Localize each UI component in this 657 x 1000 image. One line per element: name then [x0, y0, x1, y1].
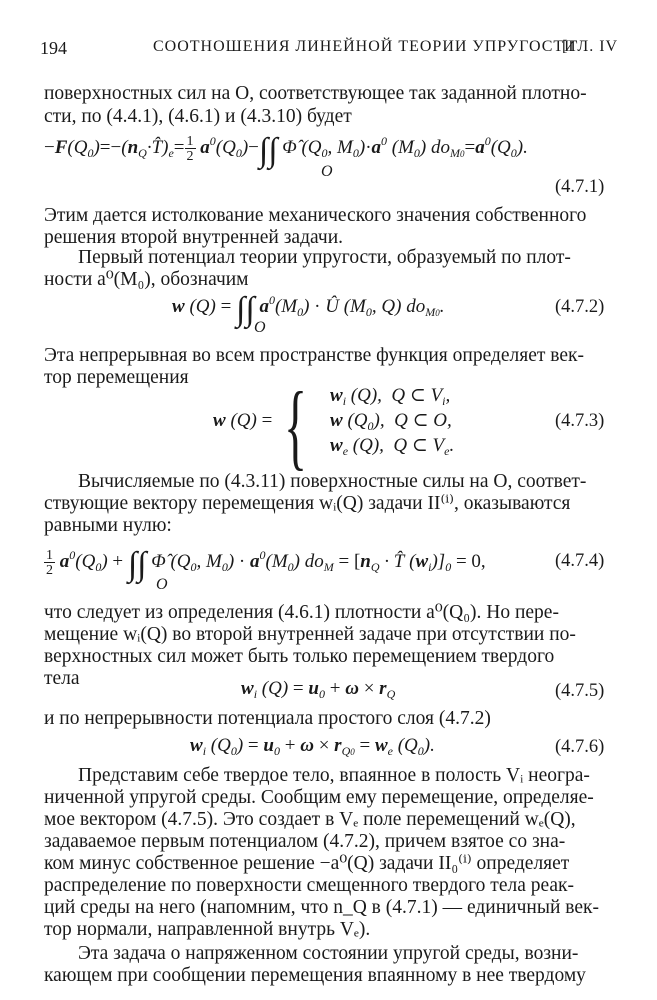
equation-4-7-1: $-F(Q_0)=-(n_Q\cdot T̂)_e= 1$ 2 $a^0(Q_0)-\int\int$ Φ̂ ($Q_0$, $M_0)\cdot a^0$ $(M_0)$ $do_{M0}=a^0(Q_0)$.	[44, 132, 528, 169]
chapter-label: [ГЛ. IV	[562, 38, 619, 55]
p3-line-2: ности a⁰(M₀), обозначим	[44, 269, 249, 290]
page-number: 194	[40, 38, 67, 58]
eq-4-7-6-label: (4.7.6)	[555, 737, 605, 757]
equation-4-7-5: $w_i$ $(Q) = u_0 + \omega \times r_Q$	[241, 678, 396, 701]
p8-line-1: Представим себе твердое тело, впаянное в полость Vᵢ неогра-	[78, 765, 590, 786]
equation-4-7-6: $w_i$ $(Q_0) = u_0 + \omega \times r_{Q0} = w_e$ $(Q_0)$.	[190, 735, 435, 758]
p3-line-1: Первый потенциал теории упругости, образуемый по плот-	[78, 247, 571, 268]
p8-line-7: ций среды на него (напомним, что n_Q в (4.7.1) — единичный век-	[44, 897, 599, 918]
eq-4-7-4-label: (4.7.4)	[555, 551, 605, 571]
p5-line-2: ствующие вектору перемещения wᵢ(Q) задачи II⁽ⁱ⁾, оказываются	[44, 493, 571, 514]
equation-4-7-2: w (Q) = ∫∫ $a^0(M_0)$ · Û ($M_0$, Q) $do_{M0}$.	[172, 291, 445, 328]
p9-line-2: кающем при сообщении перемещения впаянному в нее твердому	[44, 965, 586, 986]
p1-line-2: сти, по (4.4.1), (4.6.1) и (4.3.10) будет	[44, 106, 352, 127]
equation-4-7-3: w (Q) =	[213, 410, 273, 431]
running-title: СООТНОШЕНИЯ ЛИНЕЙНОЙ ТЕОРИИ УПРУГОСТИ	[153, 38, 577, 55]
p8-line-6: распределение по поверхности смещенного твердого тела реак-	[44, 875, 575, 896]
p6-line-1: что следует из определения (4.6.1) плотности a⁰(Q₀). Но пере-	[44, 602, 559, 623]
p1-line-1: поверхностных сил на O, соответствующее так заданной плотно-	[44, 83, 587, 104]
p8-line-8: тор нормали, направленной внутрь Vₑ).	[44, 919, 371, 940]
p8-line-4: задаваемое первым потенциалом (4.7.2), причем взятое со зна-	[44, 831, 566, 852]
eq-4-7-1-label: (4.7.1)	[555, 177, 605, 197]
p2-line-2: решения второй внутренней задачи.	[44, 227, 344, 248]
equation-4-7-4: 1 2 $a^0(Q_0)$ + ∫∫ Φ̂ ($Q_0$, $M_0) \cdot a^0(M_0)$ $do_M = [n_Q$ · T̂ $(w_i)]_0 = 0$,	[46, 546, 486, 583]
eq-4-7-2-label: (4.7.2)	[555, 297, 605, 317]
p8-line-5: ком минус собственное решение −a⁰(Q) задачи II₀⁽ⁱ⁾ определяет	[44, 853, 570, 874]
p9-line-1: Эта задача о напряженном состоянии упругой среды, возни-	[78, 943, 579, 964]
p6-line-4: тела	[44, 668, 80, 689]
p5-line-3: равными нулю:	[44, 515, 172, 536]
p4-line-1: Эта непрерывная во всем пространстве функция определяет век-	[44, 345, 585, 366]
eq-4-7-5-label: (4.7.5)	[555, 681, 605, 701]
p7-line-1: и по непрерывности потенциала простого слоя (4.7.2)	[44, 708, 491, 729]
p5-line-1: Вычисляемые по (4.3.11) поверхностные силы на O, соответ-	[78, 471, 587, 492]
p6-line-2: мещение wᵢ(Q) во второй внутренней задаче при отсутствии по-	[44, 624, 576, 645]
eq-4-7-3-label: (4.7.3)	[555, 411, 605, 431]
p4-line-2: тор перемещения	[44, 367, 189, 388]
p6-line-3: верхностных сил может быть только перемещением твердого	[44, 646, 555, 667]
p2-line-1: Этим дается истолкование механического значения собственного	[44, 205, 587, 226]
p8-line-3: мое вектором (4.7.5). Это создает в Vₑ поле перемещений wₑ(Q),	[44, 809, 576, 830]
p8-line-2: ниченной упругой среды. Сообщим ему перемещение, определяе-	[44, 787, 594, 808]
